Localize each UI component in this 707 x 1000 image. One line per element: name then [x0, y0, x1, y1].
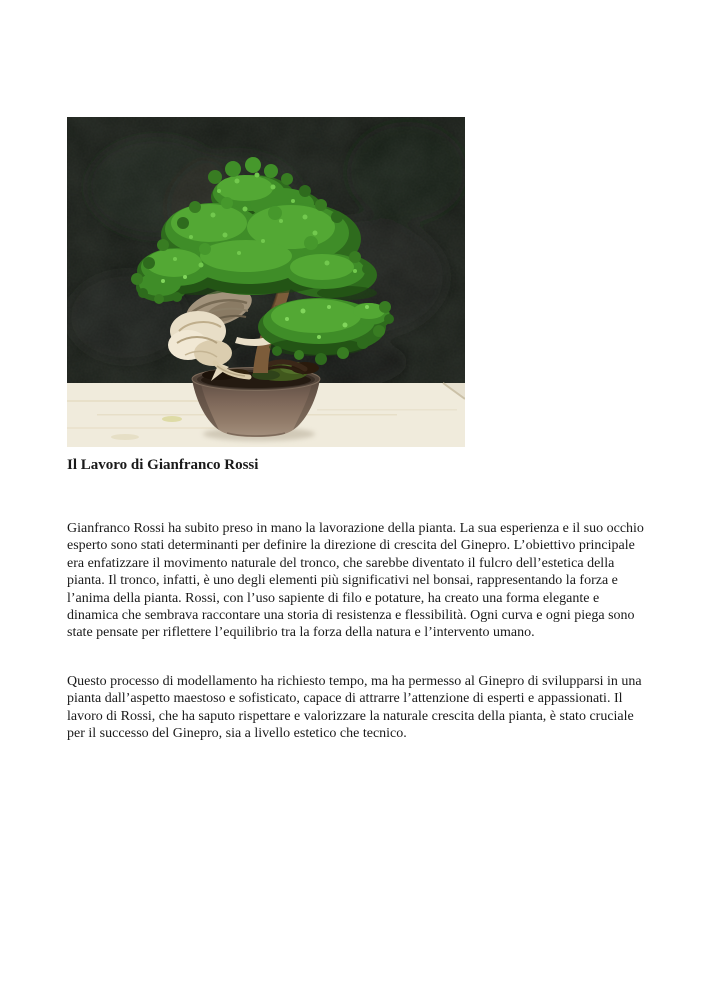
body-paragraph-2: Questo processo di modellamento ha richiesto tempo, ma ha permesso al Ginepro di svilupparsi in una pianta dall’aspetto maestoso e sofisticato, capace di attrarre l’attenzione di esperti e appassionati. Il lavoro di Rossi, che ha saputo rispettare e valorizzare la naturale crescita della pianta, è stato cruciale per il successo del Ginepro, sia a livello estetico che tecnico. — [67, 674, 642, 742]
body-paragraph-1: Gianfranco Rossi ha subito preso in mano la lavorazione della pianta. La sua esperienza e il suo occhio esperto sono stati determinanti per definire la direzione di crescita del Ginepro. L’obiettivo principale era enfatizzare il movimento naturale del tronco, che sarebbe diventato il fulcro dell’estetica della pianta. Il tronco, infatti, è uno degli elementi più significativi nel bonsai, rappresentando la forza e l’anima della pianta. Rossi, con l’uso sapiente di filo e potature, ha creato una forma elegante e dinamica che sembrava raccontare una storia di resistenza e flessibilità. Ogni curva e ogni piega sono state pensate per riflettere l’equilibrio tra la forza della natura e l’intervento umano. — [67, 521, 644, 641]
page-title: Il Lavoro di Gianfranco Rossi — [67, 457, 259, 473]
bonsai-photo-svg — [67, 117, 465, 447]
bonsai-juniper-photo — [67, 117, 465, 447]
